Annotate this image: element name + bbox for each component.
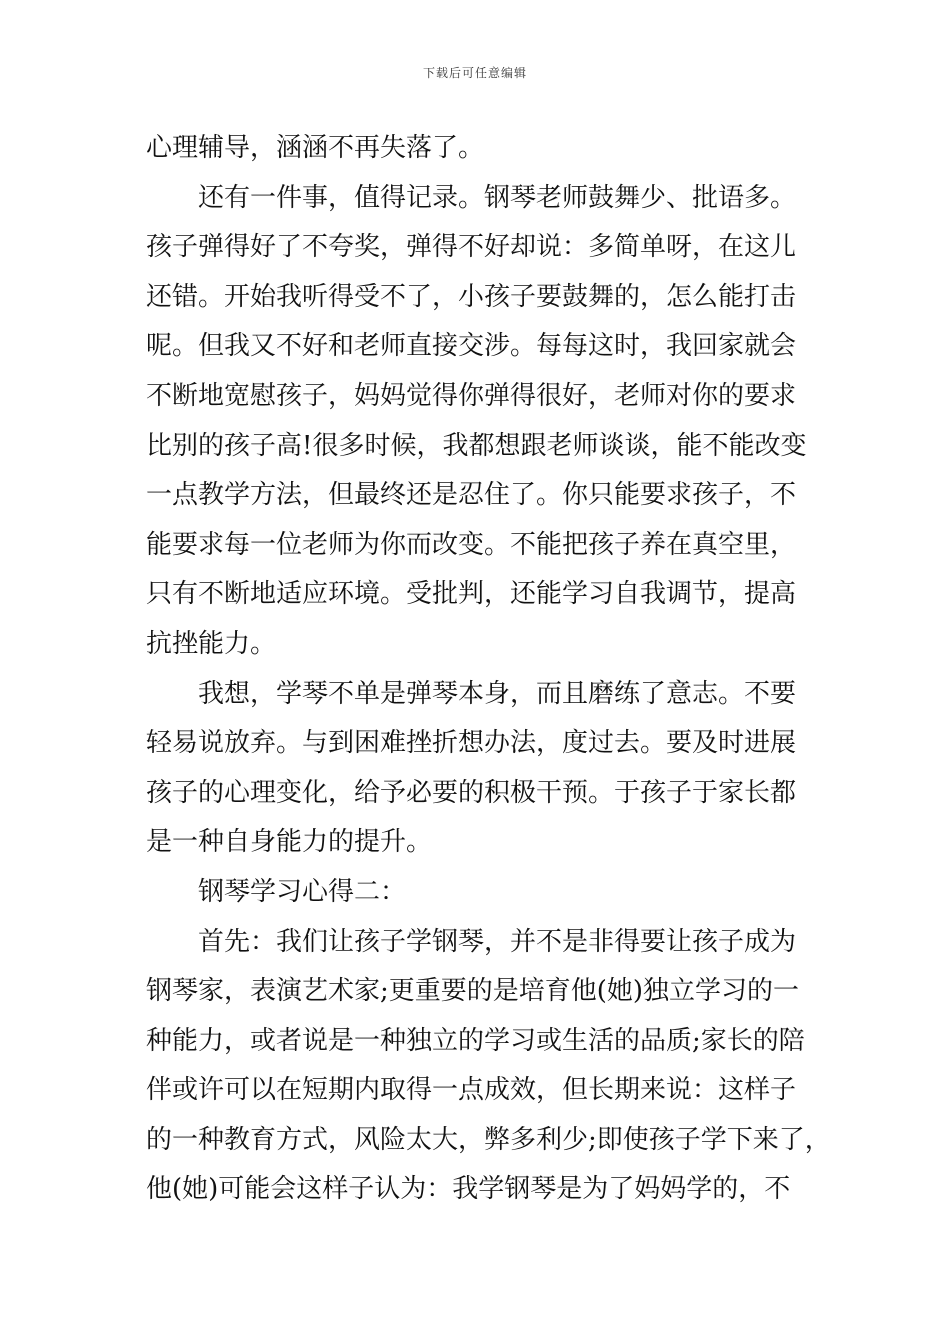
document-body [146,124,831,1215]
text-line: 不断地宽慰孩子，妈妈觉得你弹得很好，老师对你的要求 [146,380,797,411]
text-line: 只有不断地适应环境。受批判，还能学习自我调节，提高 [146,579,797,610]
text-line: 种能力，或者说是一种独立的学习或生活的品质;家长的陪 [146,1025,805,1056]
text-line: 心理辅导，涵涵不再失落了。 [146,133,485,163]
text-line: 的一种教育方式，风险太大，弊多利少;即使孩子学下来了， [146,1124,831,1155]
text-line: 还错。开始我听得受不了，小孩子要鼓舞的，怎么能打击 [146,281,797,312]
text-line: 一点教学方法，但最终还是忍住了。你只能要求孩子，不 [146,480,797,511]
page-header: 下载后可任意编辑 [422,66,527,80]
text-line: 孩子的心理变化，给予必要的积极干预。于孩子于家长都 [146,777,797,808]
text-line: 孩子弹得好了不夸奖，弹得不好却说：多简单呀，在这儿 [146,232,797,263]
text-line: 伴或许可以在短期内取得一点成效，但长期来说：这样子 [146,1075,797,1106]
text-line: 首先：我们让孩子学钢琴，并不是非得要让孩子成为 [198,926,797,957]
text-line: 他(她)可能会这样子认为：我学钢琴是为了妈妈学的，不 [146,1174,791,1205]
text-line: 钢琴家，表演艺术家;更重要的是培育他(她)独立学习的一 [146,976,800,1007]
text-line: 呢。但我又不好和老师直接交涉。每每这时，我回家就会 [146,331,797,362]
text-line: 比别的孩子高!很多时候，我都想跟老师谈谈，能不能改变 [146,430,807,461]
text-line: 轻易说放弃。与到困难挫折想办法，度过去。要及时进展 [146,728,797,759]
text-line: 能要求每一位老师为你而改变。不能把孩子养在真空里， [146,529,797,560]
text-line: 抗挫能力。 [146,628,277,659]
text-line: 我想，学琴不单是弹琴本身，而且磨练了意志。不要 [198,678,797,709]
text-line: 还有一件事，值得记录。钢琴老师鼓舞少、批语多。 [198,182,797,213]
text-line: 是一种自身能力的提升。 [146,827,433,858]
section-heading: 钢琴学习心得二： [198,876,407,907]
